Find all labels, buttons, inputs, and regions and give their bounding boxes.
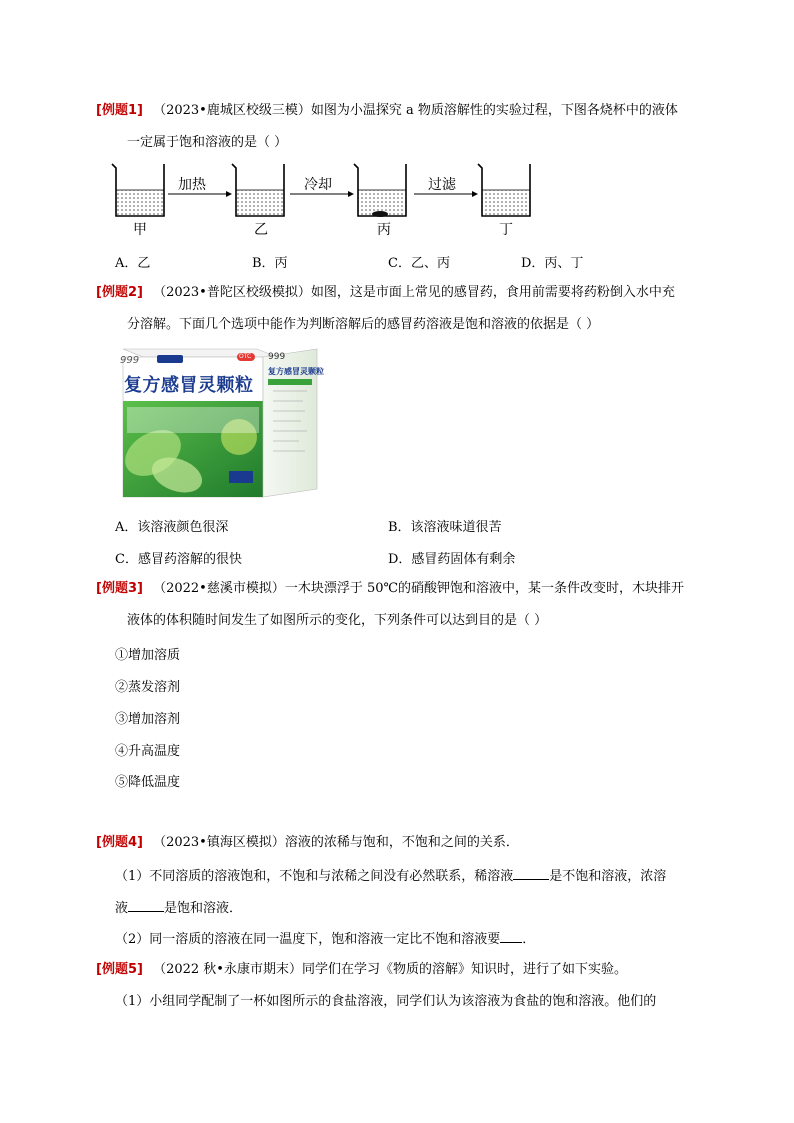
q4-blank-3[interactable] <box>500 929 522 943</box>
q5-line1 <box>96 961 627 979</box>
q2-tag: [例题2] <box>96 285 143 300</box>
q3-text1: （2022•慈溪市模拟）一木块漂浮于 50℃的硝酸钾饱和溶液中，某一条件改变时，木块排开 <box>153 581 685 596</box>
q4-p1b: 是不饱和溶液，浓溶 <box>549 869 667 884</box>
box-side-title: 复方感冒灵颗粒 <box>268 367 324 376</box>
q4-blank-1[interactable] <box>513 866 549 880</box>
q1-beaker-diagram <box>100 160 560 235</box>
step-label-filter: 过滤 <box>428 177 456 193</box>
q1-option-a[interactable]: A．乙 <box>115 256 151 271</box>
q1-line1 <box>96 102 678 120</box>
q4-p1a: （1）不同溶质的溶液饱和，不饱和与浓稀之间没有必然联系，稀溶液 <box>115 869 514 884</box>
beaker-label-ding: 丁 <box>499 222 513 238</box>
q3-line2: 液体的体积随时间发生了如图所示的变化，下列条件可以达到目的是（ ） <box>127 613 548 628</box>
q4-p2a: （2）同一溶质的溶液在同一温度下，饱和溶液一定比不饱和溶液要 <box>115 932 501 947</box>
q5-line2: （1）小组同学配制了一杯如图所示的食盐溶液，同学们认为该溶液为食盐的饱和溶液。他们的 <box>115 994 657 1009</box>
q3-item-5: ⑤降低温度 <box>115 775 181 790</box>
step-label-heat: 加热 <box>178 177 206 193</box>
q4-p2b: ． <box>522 932 536 947</box>
q5-tag: [例题5] <box>96 962 143 977</box>
beaker-label-yi: 乙 <box>254 222 268 238</box>
q4-tag: [例题4] <box>96 835 143 850</box>
beaker-ding <box>478 164 530 216</box>
q2-option-b[interactable]: B．该溶液味道很苦 <box>388 520 502 535</box>
box-side-brand: 999 <box>268 352 286 362</box>
beaker-bing <box>354 164 406 217</box>
q4-line1 <box>96 834 519 852</box>
q4-part2-line <box>115 929 535 949</box>
q3-item-2: ②蒸发溶剂 <box>115 680 181 695</box>
q2-option-a[interactable]: A．该溶液颜色很深 <box>115 520 229 535</box>
beaker-label-jia: 甲 <box>133 222 147 238</box>
q1-text1: （2023•鹿城区校级三模）如图为小温探究 a 物质溶解性的实验过程，下图各烧杯中的液体 <box>153 103 678 118</box>
q3-item-3: ③增加溶剂 <box>115 712 181 727</box>
q2-text1: （2023•普陀区校级模拟）如图，这是市面上常见的感冒药，食用前需要将药粉倒入水中充 <box>153 285 675 300</box>
q4-p1d: 是饱和溶液． <box>164 901 243 916</box>
q4-part1-line1 <box>115 866 666 886</box>
q3-tag: [例题3] <box>96 581 143 596</box>
q1-tag: [例题1] <box>96 103 143 118</box>
q1-option-c[interactable]: C．乙、丙 <box>388 256 450 271</box>
q1-option-d[interactable]: D．丙、丁 <box>521 256 584 271</box>
box-badge: OTC <box>239 353 252 360</box>
beaker-label-bing: 丙 <box>377 222 391 238</box>
q2-option-c[interactable]: C．感冒药溶解的很快 <box>115 552 242 567</box>
q4-blank-2[interactable] <box>128 898 164 912</box>
q4-text1: （2023•镇海区模拟）溶液的浓稀与饱和，不饱和之间的关系． <box>153 835 519 850</box>
beaker-yi <box>232 164 284 216</box>
beaker-jia <box>112 164 164 216</box>
box-title: 复方感冒灵颗粒 <box>124 375 254 396</box>
box-brand: 999 <box>120 355 140 366</box>
q2-line1 <box>96 284 675 302</box>
q2-line2: 分溶解。下面几个选项中能作为判断溶解后的感冒药溶液是饱和溶液的依据是（ ） <box>127 317 600 332</box>
step-label-cool: 冷却 <box>304 177 332 193</box>
q2-option-d[interactable]: D．感冒药固体有剩余 <box>388 552 516 567</box>
q5-text1: （2022 秋•永康市期末）同学们在学习《物质的溶解》知识时，进行了如下实验。 <box>153 962 627 977</box>
q3-item-4: ④升高温度 <box>115 744 181 759</box>
q4-p1c: 液 <box>115 901 129 916</box>
q4-part1-line2 <box>115 898 242 918</box>
q3-item-1: ①增加溶质 <box>115 648 181 663</box>
q1-option-b[interactable]: B．丙 <box>252 256 288 271</box>
q3-line1 <box>96 580 684 598</box>
q1-line2: 一定属于饱和溶液的是（ ） <box>127 135 288 150</box>
